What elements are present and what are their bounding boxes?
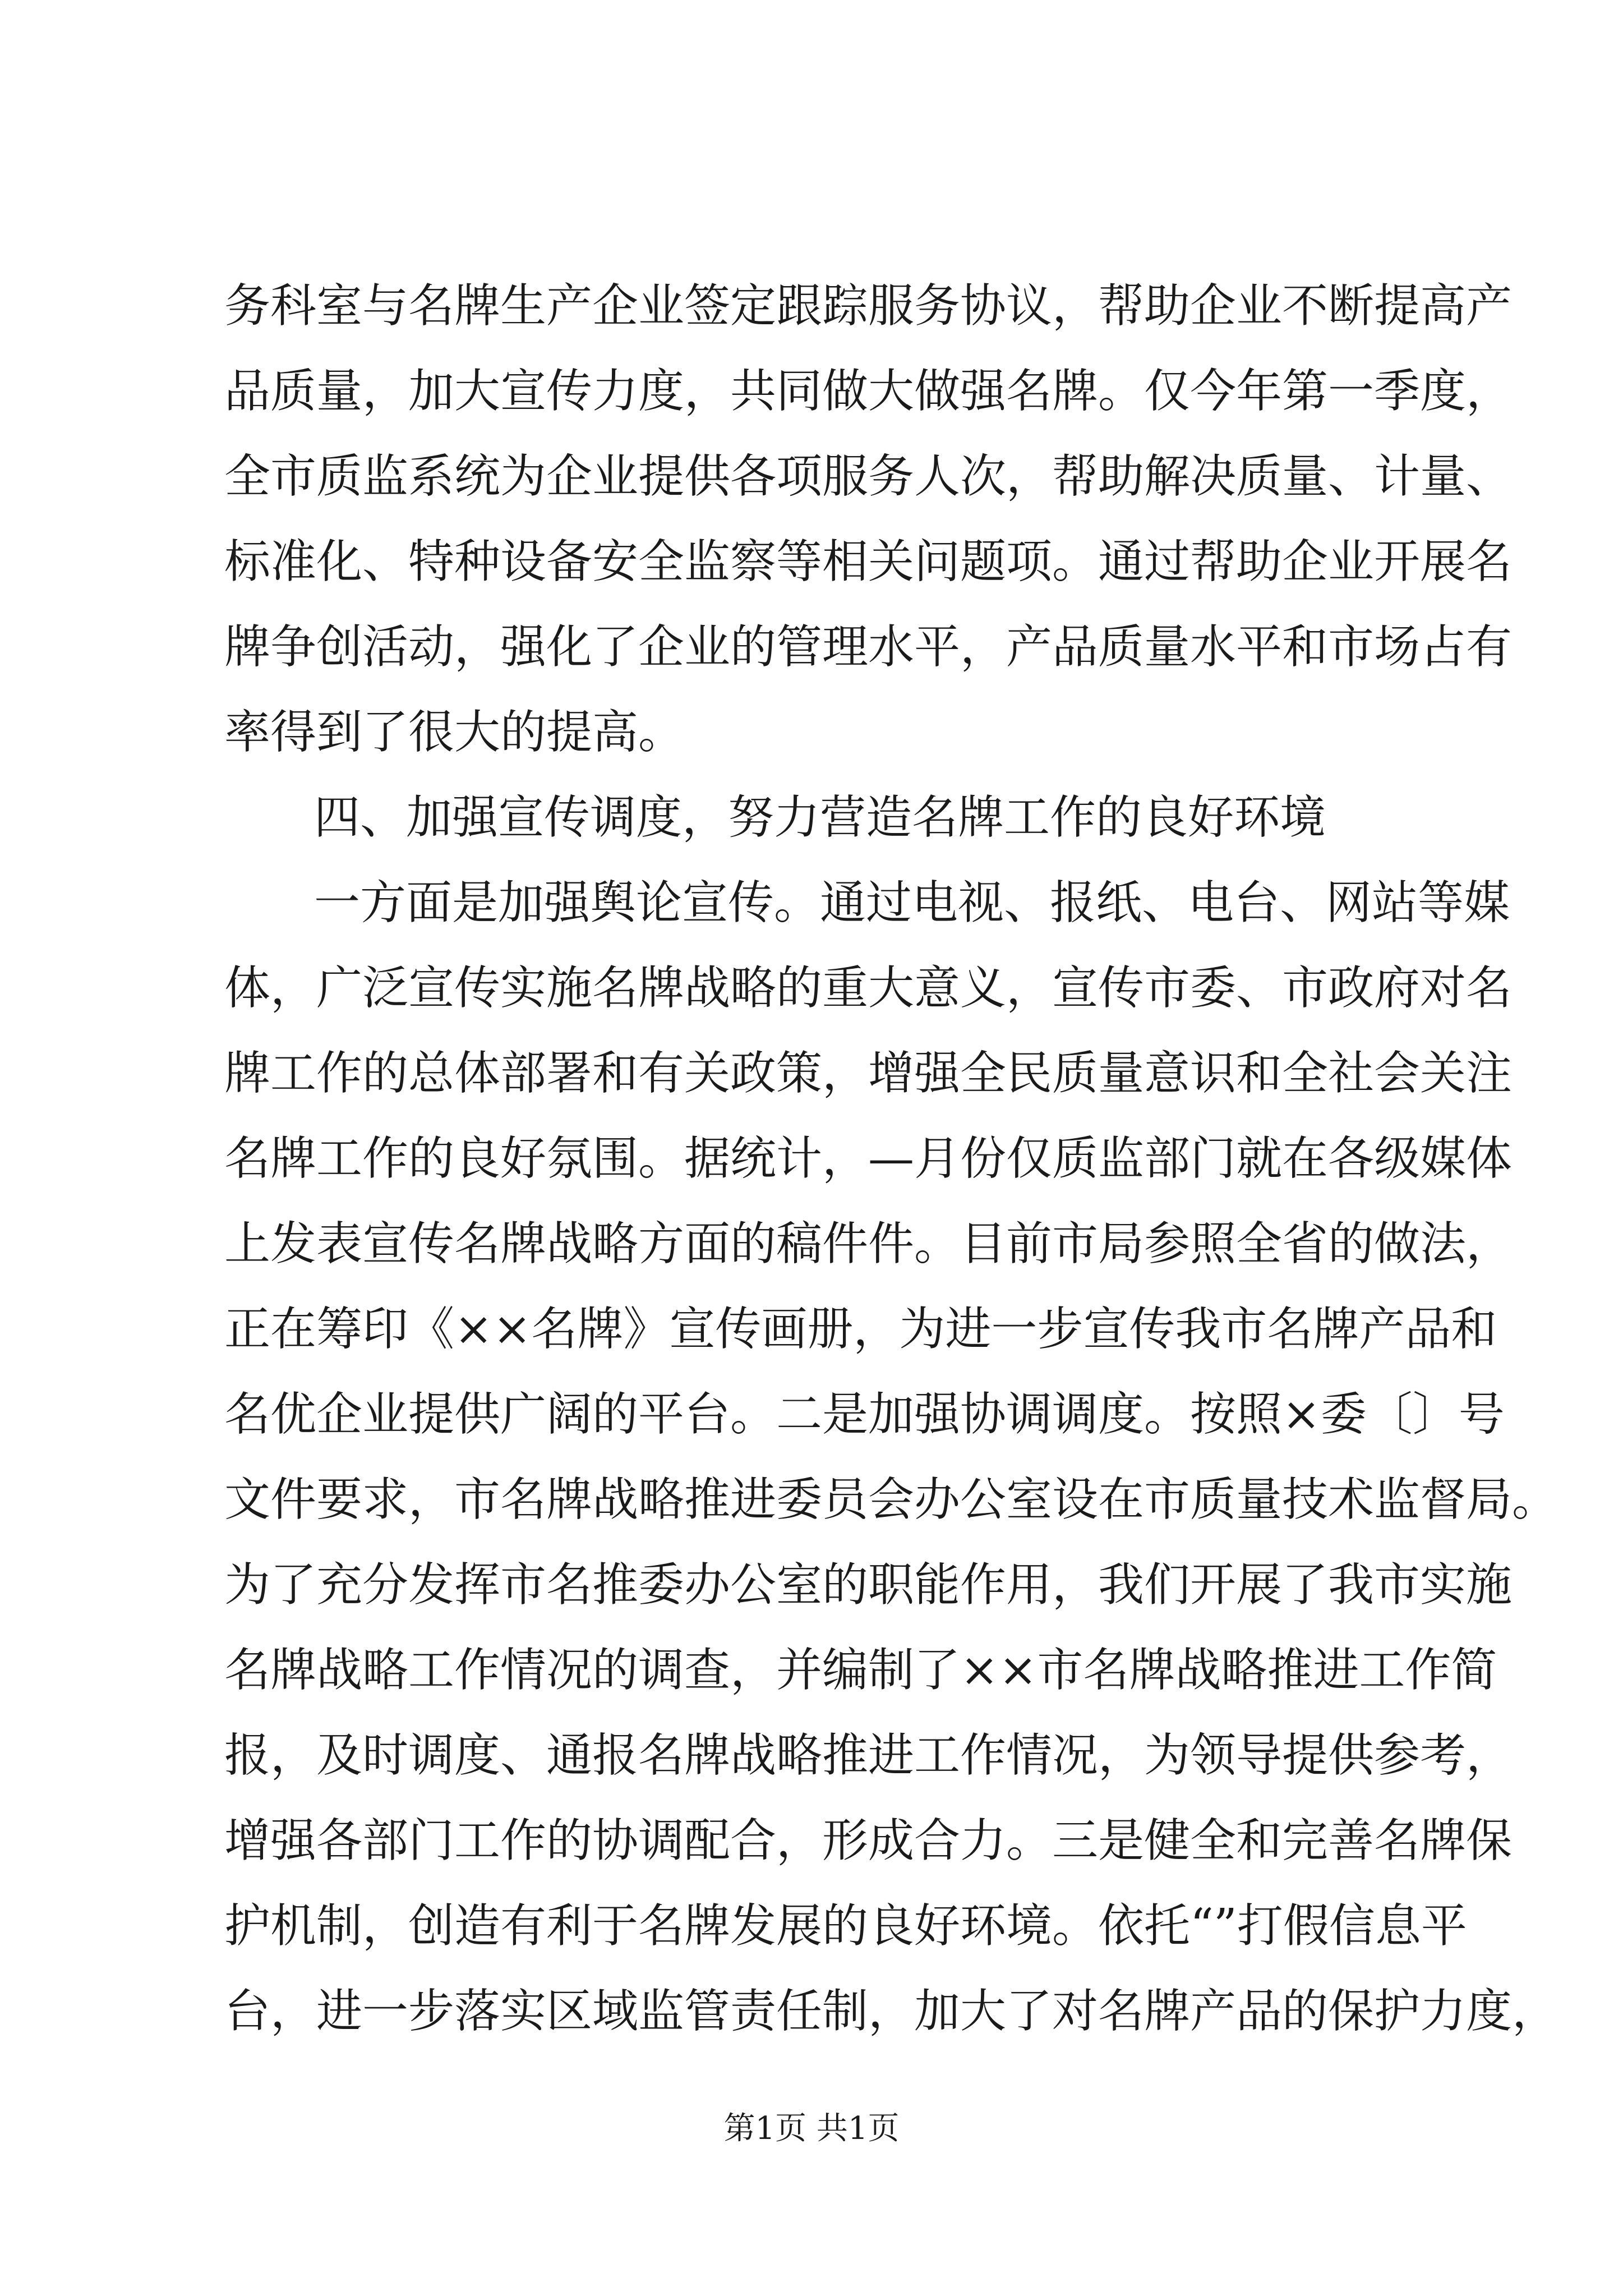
text-line: 一方面是加强舆论宣传。通过电视、报纸、电台、网站等媒 (314, 876, 1510, 930)
text-line: 品质量，加大宣传力度，共同做大做强名牌。仅今年第一季度， (224, 365, 1513, 418)
text-line: 名优企业提供广阔的平台。二是加强协调调度。按照×委〔〕号 (224, 1388, 1505, 1441)
text-line: 务科室与名牌生产企业签定跟踪服务协议，帮助企业不断提高产 (224, 279, 1513, 333)
text-line: 正在筹印《××名牌》宣传画册，为进一步宣传我市名牌产品和 (224, 1303, 1497, 1356)
page-footer: 第1页 共1页 (723, 2110, 900, 2147)
text-line: 文件要求，市名牌战略推进委员会办公室设在市质量技术监督局。 (224, 1473, 1559, 1526)
text-line: 牌争创活动，强化了企业的管理水平，产品质量水平和市场占有 (224, 620, 1513, 674)
text-line: 率得到了很大的提高。 (224, 706, 685, 759)
text-line: 全市质监系统为企业提供各项服务人次，帮助解决质量、计量、 (224, 450, 1513, 503)
document-body (224, 264, 1559, 2054)
text-line: 标准化、特种设备安全监察等相关问题项。通过帮助企业开展名 (224, 535, 1513, 588)
text-line: 牌工作的总体部署和有关政策，增强全民质量意识和全社会关注 (224, 1047, 1513, 1100)
text-line: 为了充分发挥市名推委办公室的职能作用，我们开展了我市实施 (224, 1558, 1513, 1612)
section-heading: 四、加强宣传调度，努力营造名牌工作的良好环境 (314, 791, 1326, 844)
text-line: 名牌战略工作情况的调查，并编制了××市名牌战略推进工作简 (224, 1644, 1497, 1697)
text-line: 报，及时调度、通报名牌战略推进工作情况，为领导提供参考， (224, 1729, 1513, 1782)
text-line: 体，广泛宣传实施名牌战略的重大意义，宣传市委、市政府对名 (224, 961, 1513, 1015)
text-line: 台，进一步落实区域监管责任制，加大了对名牌产品的保护力度， (224, 1985, 1559, 2038)
text-line: 增强各部门工作的协调配合，形成合力。三是健全和完善名牌保 (224, 1814, 1513, 1867)
text-line: 名牌工作的良好氛围。据统计，—月份仅质监部门就在各级媒体 (224, 1132, 1513, 1185)
text-line: 护机制，创造有利于名牌发展的良好环境。依托“”打假信息平 (224, 1899, 1467, 1953)
text-line: 上发表宣传名牌战略方面的稿件件。目前市局参照全省的做法， (224, 1217, 1513, 1271)
